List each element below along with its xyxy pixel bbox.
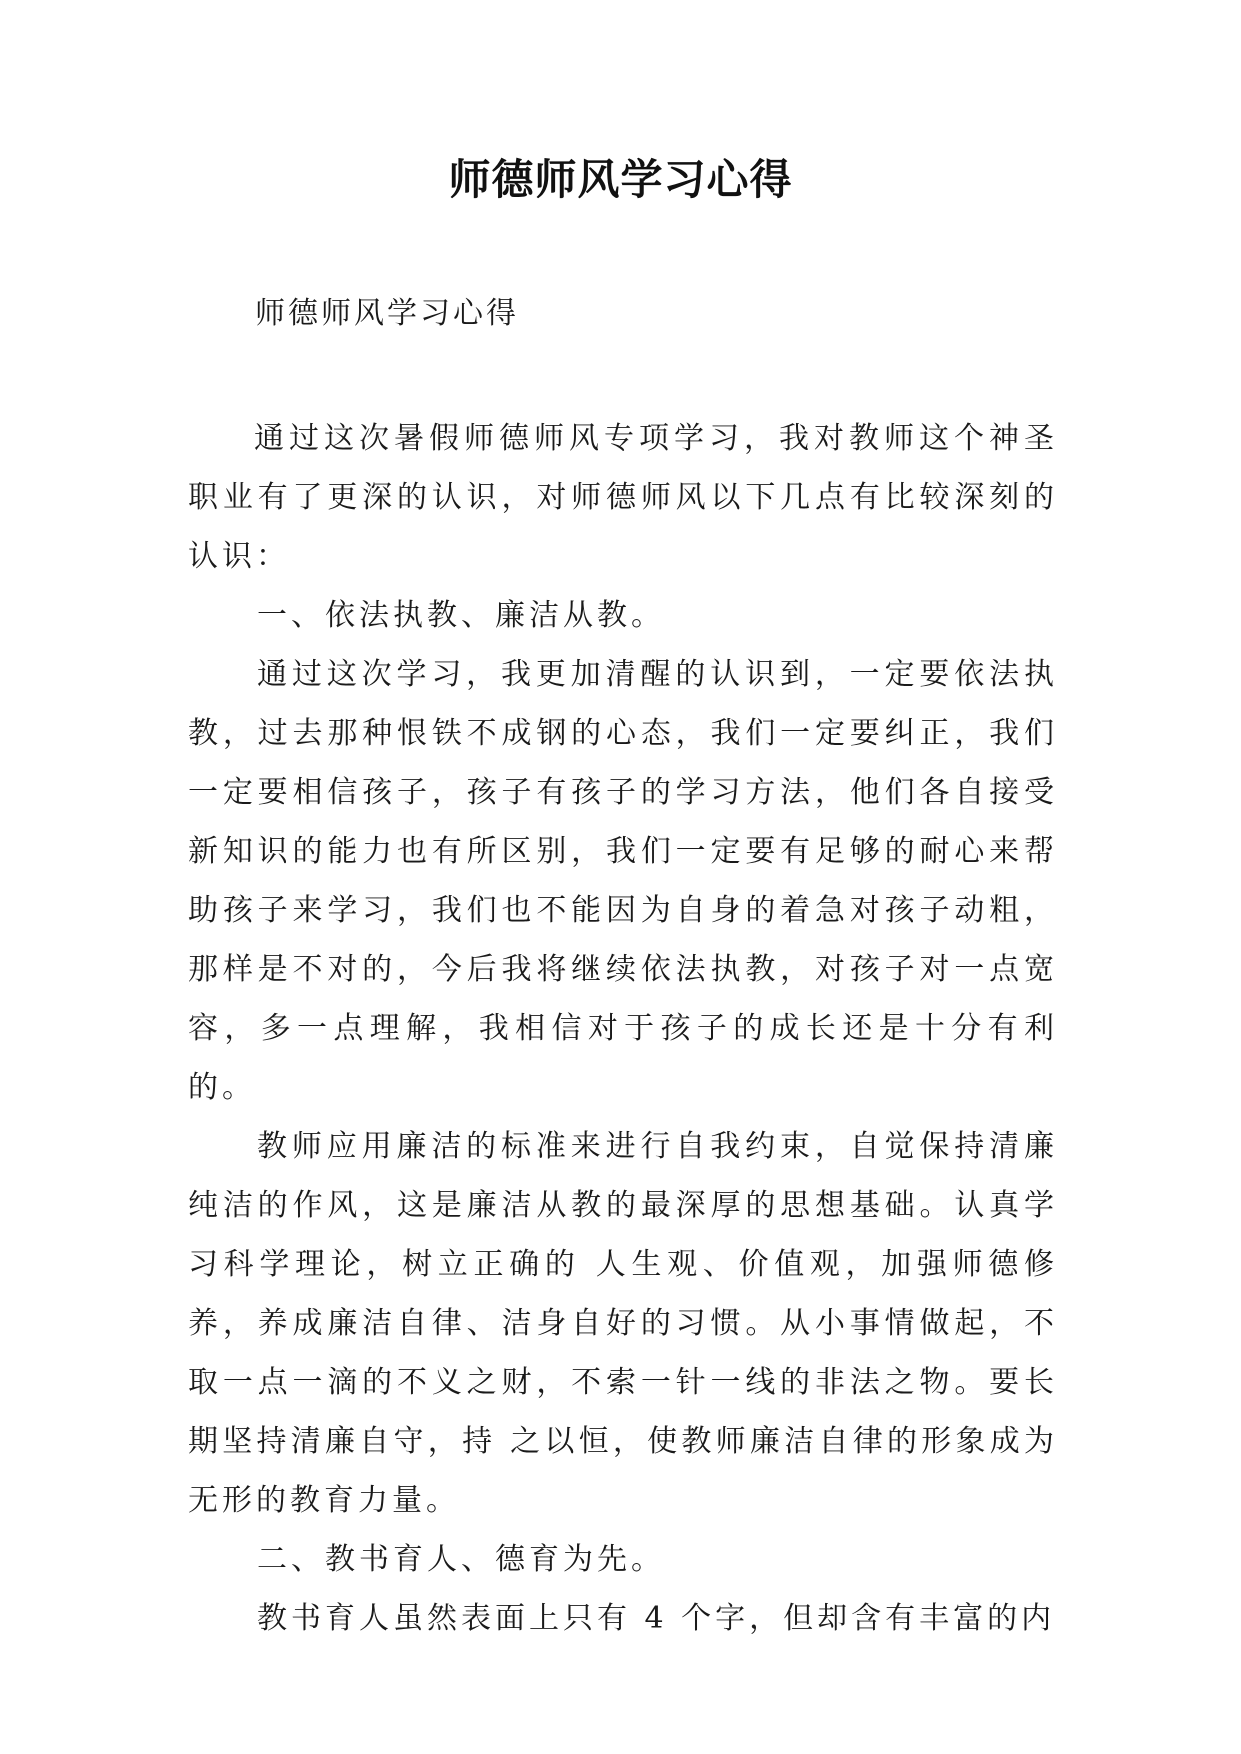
paragraph: 教书育人虽然表面上只有 4 个字，但却含有丰富的内 [257, 1601, 1056, 1636]
section-heading-2: 二、教书育人、德育为先。 [257, 1542, 665, 1577]
paragraph: 教师应用廉洁的标准来进行自我约束，自觉保持清廉纯洁的作风，这是廉洁从教的最深厚的思想基础。认真学习科学理论，树立正确的 人生观、价值观，加强师德修养，养成廉洁自律、洁身自好的习惯。从小事情做起，不取一点一滴的不义之财，不索一针一线的非法之物。要长期坚持清廉自守，持 之以恒，使教师廉洁自律的形象成为无形的教育力量。 [188, 1129, 1058, 1518]
document-title: 师德师风学习心得 [448, 155, 793, 204]
document-body [188, 409, 1058, 1648]
paragraph-intro: 通过这次暑假师德师风专项学习，我对教师这个神圣职业有了更深的认识，对师德师风以下几点有比较深刻的认识： [188, 421, 1058, 574]
section-heading-1: 一、依法执教、廉洁从教。 [257, 598, 665, 633]
document-subtitle: 师德师风学习心得 [255, 296, 519, 331]
paragraph: 通过这次学习，我更加清醒的认识到，一定要依法执教，过去那种恨铁不成钢的心态，我们一定要纠正，我们一定要相信孩子，孩子有孩子的学习方法，他们各自接受新知识的能力也有所区别，我们一定要有足够的耐心来帮助孩子来学习，我们也不能因为自身的着急对孩子动粗，那样是不对的，今后我将继续依法执教，对孩子对一点宽容，多一点理解，我相信对于孩子的成长还是十分有利的。 [188, 657, 1058, 1105]
